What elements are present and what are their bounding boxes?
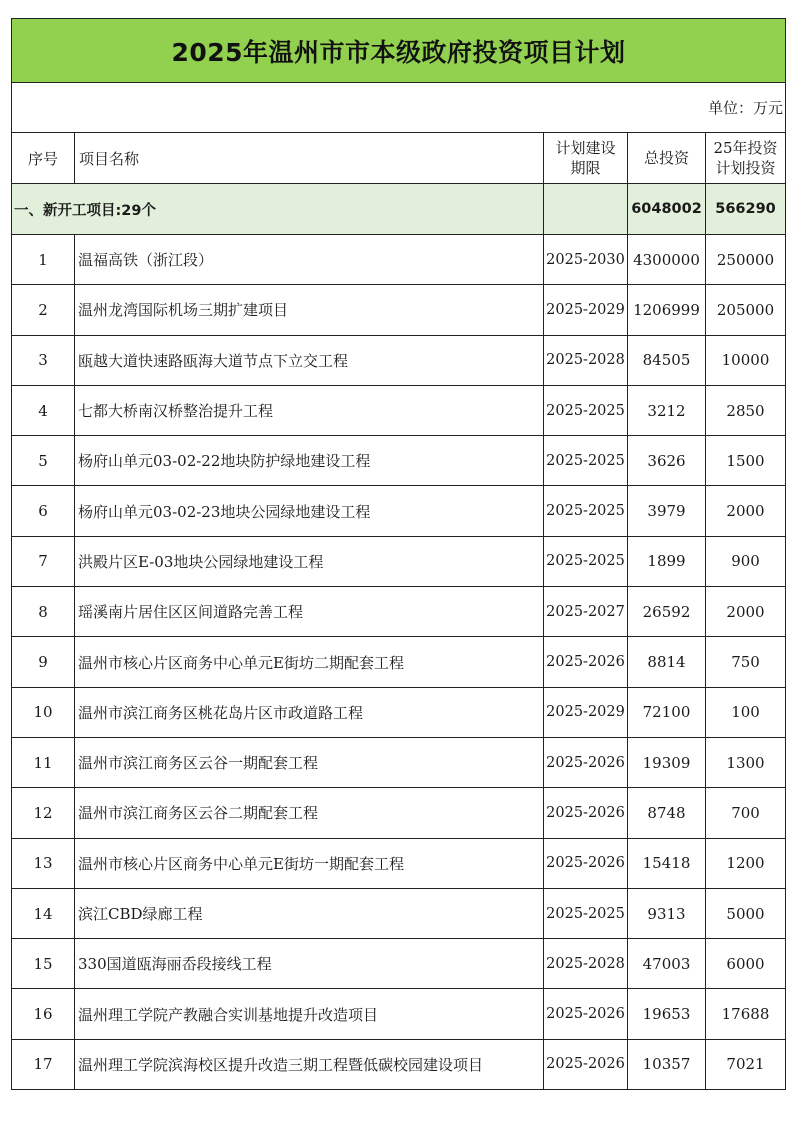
table-row	[12, 637, 786, 687]
row-index: 15	[12, 939, 75, 989]
row-period: 2025-2028	[544, 335, 628, 385]
row-plan-investment: 1500	[706, 436, 786, 486]
row-index: 1	[12, 235, 75, 285]
row-project-name: 瓯越大道快速路瓯海大道节点下立交工程	[75, 335, 544, 385]
row-index: 17	[12, 1039, 75, 1089]
row-index: 9	[12, 637, 75, 687]
column-header-period	[544, 133, 628, 184]
row-project-name: 洪殿片区E-03地块公园绿地建设工程	[75, 536, 544, 586]
row-period: 2025-2026	[544, 788, 628, 838]
table-row	[12, 939, 786, 989]
row-total-investment: 3212	[628, 385, 706, 435]
row-index: 10	[12, 687, 75, 737]
row-period: 2025-2026	[544, 637, 628, 687]
column-header-period-line1: 计划建设	[555, 139, 616, 157]
row-project-name: 瑶溪南片居住区区间道路完善工程	[75, 587, 544, 637]
row-period: 2025-2026	[544, 1039, 628, 1089]
row-total-investment: 4300000	[628, 235, 706, 285]
row-project-name: 滨江CBD绿廊工程	[75, 888, 544, 938]
row-total-investment: 15418	[628, 838, 706, 888]
row-project-name: 温福高铁（浙江段）	[75, 235, 544, 285]
row-index: 14	[12, 888, 75, 938]
row-plan-investment: 5000	[706, 888, 786, 938]
table-row	[12, 788, 786, 838]
row-total-investment: 3979	[628, 486, 706, 536]
row-period: 2025-2029	[544, 285, 628, 335]
section-plan: 566290	[706, 184, 786, 235]
table-row	[12, 1039, 786, 1089]
column-header-index: 序号	[12, 133, 75, 184]
table-row	[12, 486, 786, 536]
row-project-name: 温州理工学院产教融合实训基地提升改造项目	[75, 989, 544, 1039]
table-row	[12, 888, 786, 938]
table-body	[12, 235, 786, 1090]
row-total-investment: 84505	[628, 335, 706, 385]
table-row	[12, 285, 786, 335]
row-period: 2025-2028	[544, 939, 628, 989]
row-total-investment: 19309	[628, 737, 706, 787]
row-plan-investment: 6000	[706, 939, 786, 989]
row-project-name: 温州理工学院滨海校区提升改造三期工程暨低碳校园建设项目	[75, 1039, 544, 1089]
row-total-investment: 47003	[628, 939, 706, 989]
unit-label: 单位：万元	[12, 83, 786, 133]
row-index: 2	[12, 285, 75, 335]
row-project-name: 温州市滨江商务区云谷二期配套工程	[75, 788, 544, 838]
row-period: 2025-2025	[544, 888, 628, 938]
row-total-investment: 19653	[628, 989, 706, 1039]
row-plan-investment: 250000	[706, 235, 786, 285]
row-total-investment: 8748	[628, 788, 706, 838]
row-index: 12	[12, 788, 75, 838]
table-row	[12, 989, 786, 1039]
row-index: 11	[12, 737, 75, 787]
column-header-total: 总投资	[628, 133, 706, 184]
row-total-investment: 26592	[628, 587, 706, 637]
row-period: 2025-2027	[544, 587, 628, 637]
row-project-name: 温州市滨江商务区云谷一期配套工程	[75, 737, 544, 787]
row-period: 2025-2025	[544, 385, 628, 435]
row-index: 5	[12, 436, 75, 486]
row-index: 13	[12, 838, 75, 888]
row-project-name: 杨府山单元03-02-22地块防护绿地建设工程	[75, 436, 544, 486]
row-period: 2025-2026	[544, 989, 628, 1039]
row-plan-investment: 100	[706, 687, 786, 737]
row-plan-investment: 17688	[706, 989, 786, 1039]
row-plan-investment: 750	[706, 637, 786, 687]
row-index: 4	[12, 385, 75, 435]
table-row	[12, 587, 786, 637]
row-project-name: 杨府山单元03-02-23地块公园绿地建设工程	[75, 486, 544, 536]
row-index: 6	[12, 486, 75, 536]
row-total-investment: 3626	[628, 436, 706, 486]
section-total: 6048002	[628, 184, 706, 235]
table-row	[12, 385, 786, 435]
row-plan-investment: 900	[706, 536, 786, 586]
row-project-name: 温州市核心片区商务中心单元E街坊一期配套工程	[75, 838, 544, 888]
row-total-investment: 72100	[628, 687, 706, 737]
row-total-investment: 9313	[628, 888, 706, 938]
row-project-name: 330国道瓯海丽岙段接线工程	[75, 939, 544, 989]
row-project-name: 温州市滨江商务区桃花岛片区市政道路工程	[75, 687, 544, 737]
row-plan-investment: 1200	[706, 838, 786, 888]
row-plan-investment: 2850	[706, 385, 786, 435]
page-title: 2025年温州市市本级政府投资项目计划	[12, 19, 786, 83]
row-plan-investment: 7021	[706, 1039, 786, 1089]
table-row	[12, 687, 786, 737]
row-project-name: 温州市核心片区商务中心单元E街坊二期配套工程	[75, 637, 544, 687]
row-period: 2025-2026	[544, 838, 628, 888]
row-index: 3	[12, 335, 75, 385]
column-header-plan-line2: 计划投资	[715, 159, 776, 177]
row-period: 2025-2030	[544, 235, 628, 285]
row-plan-investment: 10000	[706, 335, 786, 385]
row-total-investment: 8814	[628, 637, 706, 687]
table-header-row	[12, 133, 786, 184]
row-plan-investment: 1300	[706, 737, 786, 787]
row-period: 2025-2025	[544, 436, 628, 486]
row-period: 2025-2029	[544, 687, 628, 737]
table-row	[12, 335, 786, 385]
row-period: 2025-2025	[544, 486, 628, 536]
row-project-name: 七都大桥南汉桥整治提升工程	[75, 385, 544, 435]
section-period	[544, 184, 628, 235]
row-plan-investment: 2000	[706, 587, 786, 637]
table-row	[12, 436, 786, 486]
row-period: 2025-2026	[544, 737, 628, 787]
investment-plan-table	[11, 18, 786, 1090]
section-label: 一、新开工项目:29个	[12, 184, 544, 235]
table-row	[12, 737, 786, 787]
row-index: 7	[12, 536, 75, 586]
row-total-investment: 1899	[628, 536, 706, 586]
row-period: 2025-2025	[544, 536, 628, 586]
column-header-period-line2: 期限	[570, 159, 601, 177]
table-row	[12, 235, 786, 285]
row-plan-investment: 205000	[706, 285, 786, 335]
column-header-name: 项目名称	[75, 133, 544, 184]
row-index: 8	[12, 587, 75, 637]
table-row	[12, 536, 786, 586]
table-row	[12, 838, 786, 888]
row-total-investment: 10357	[628, 1039, 706, 1089]
row-total-investment: 1206999	[628, 285, 706, 335]
row-project-name: 温州龙湾国际机场三期扩建项目	[75, 285, 544, 335]
row-plan-investment: 2000	[706, 486, 786, 536]
column-header-plan	[706, 133, 786, 184]
column-header-plan-line1: 25年投资	[713, 139, 778, 157]
row-plan-investment: 700	[706, 788, 786, 838]
row-index: 16	[12, 989, 75, 1039]
section-row-new-projects	[12, 184, 786, 235]
